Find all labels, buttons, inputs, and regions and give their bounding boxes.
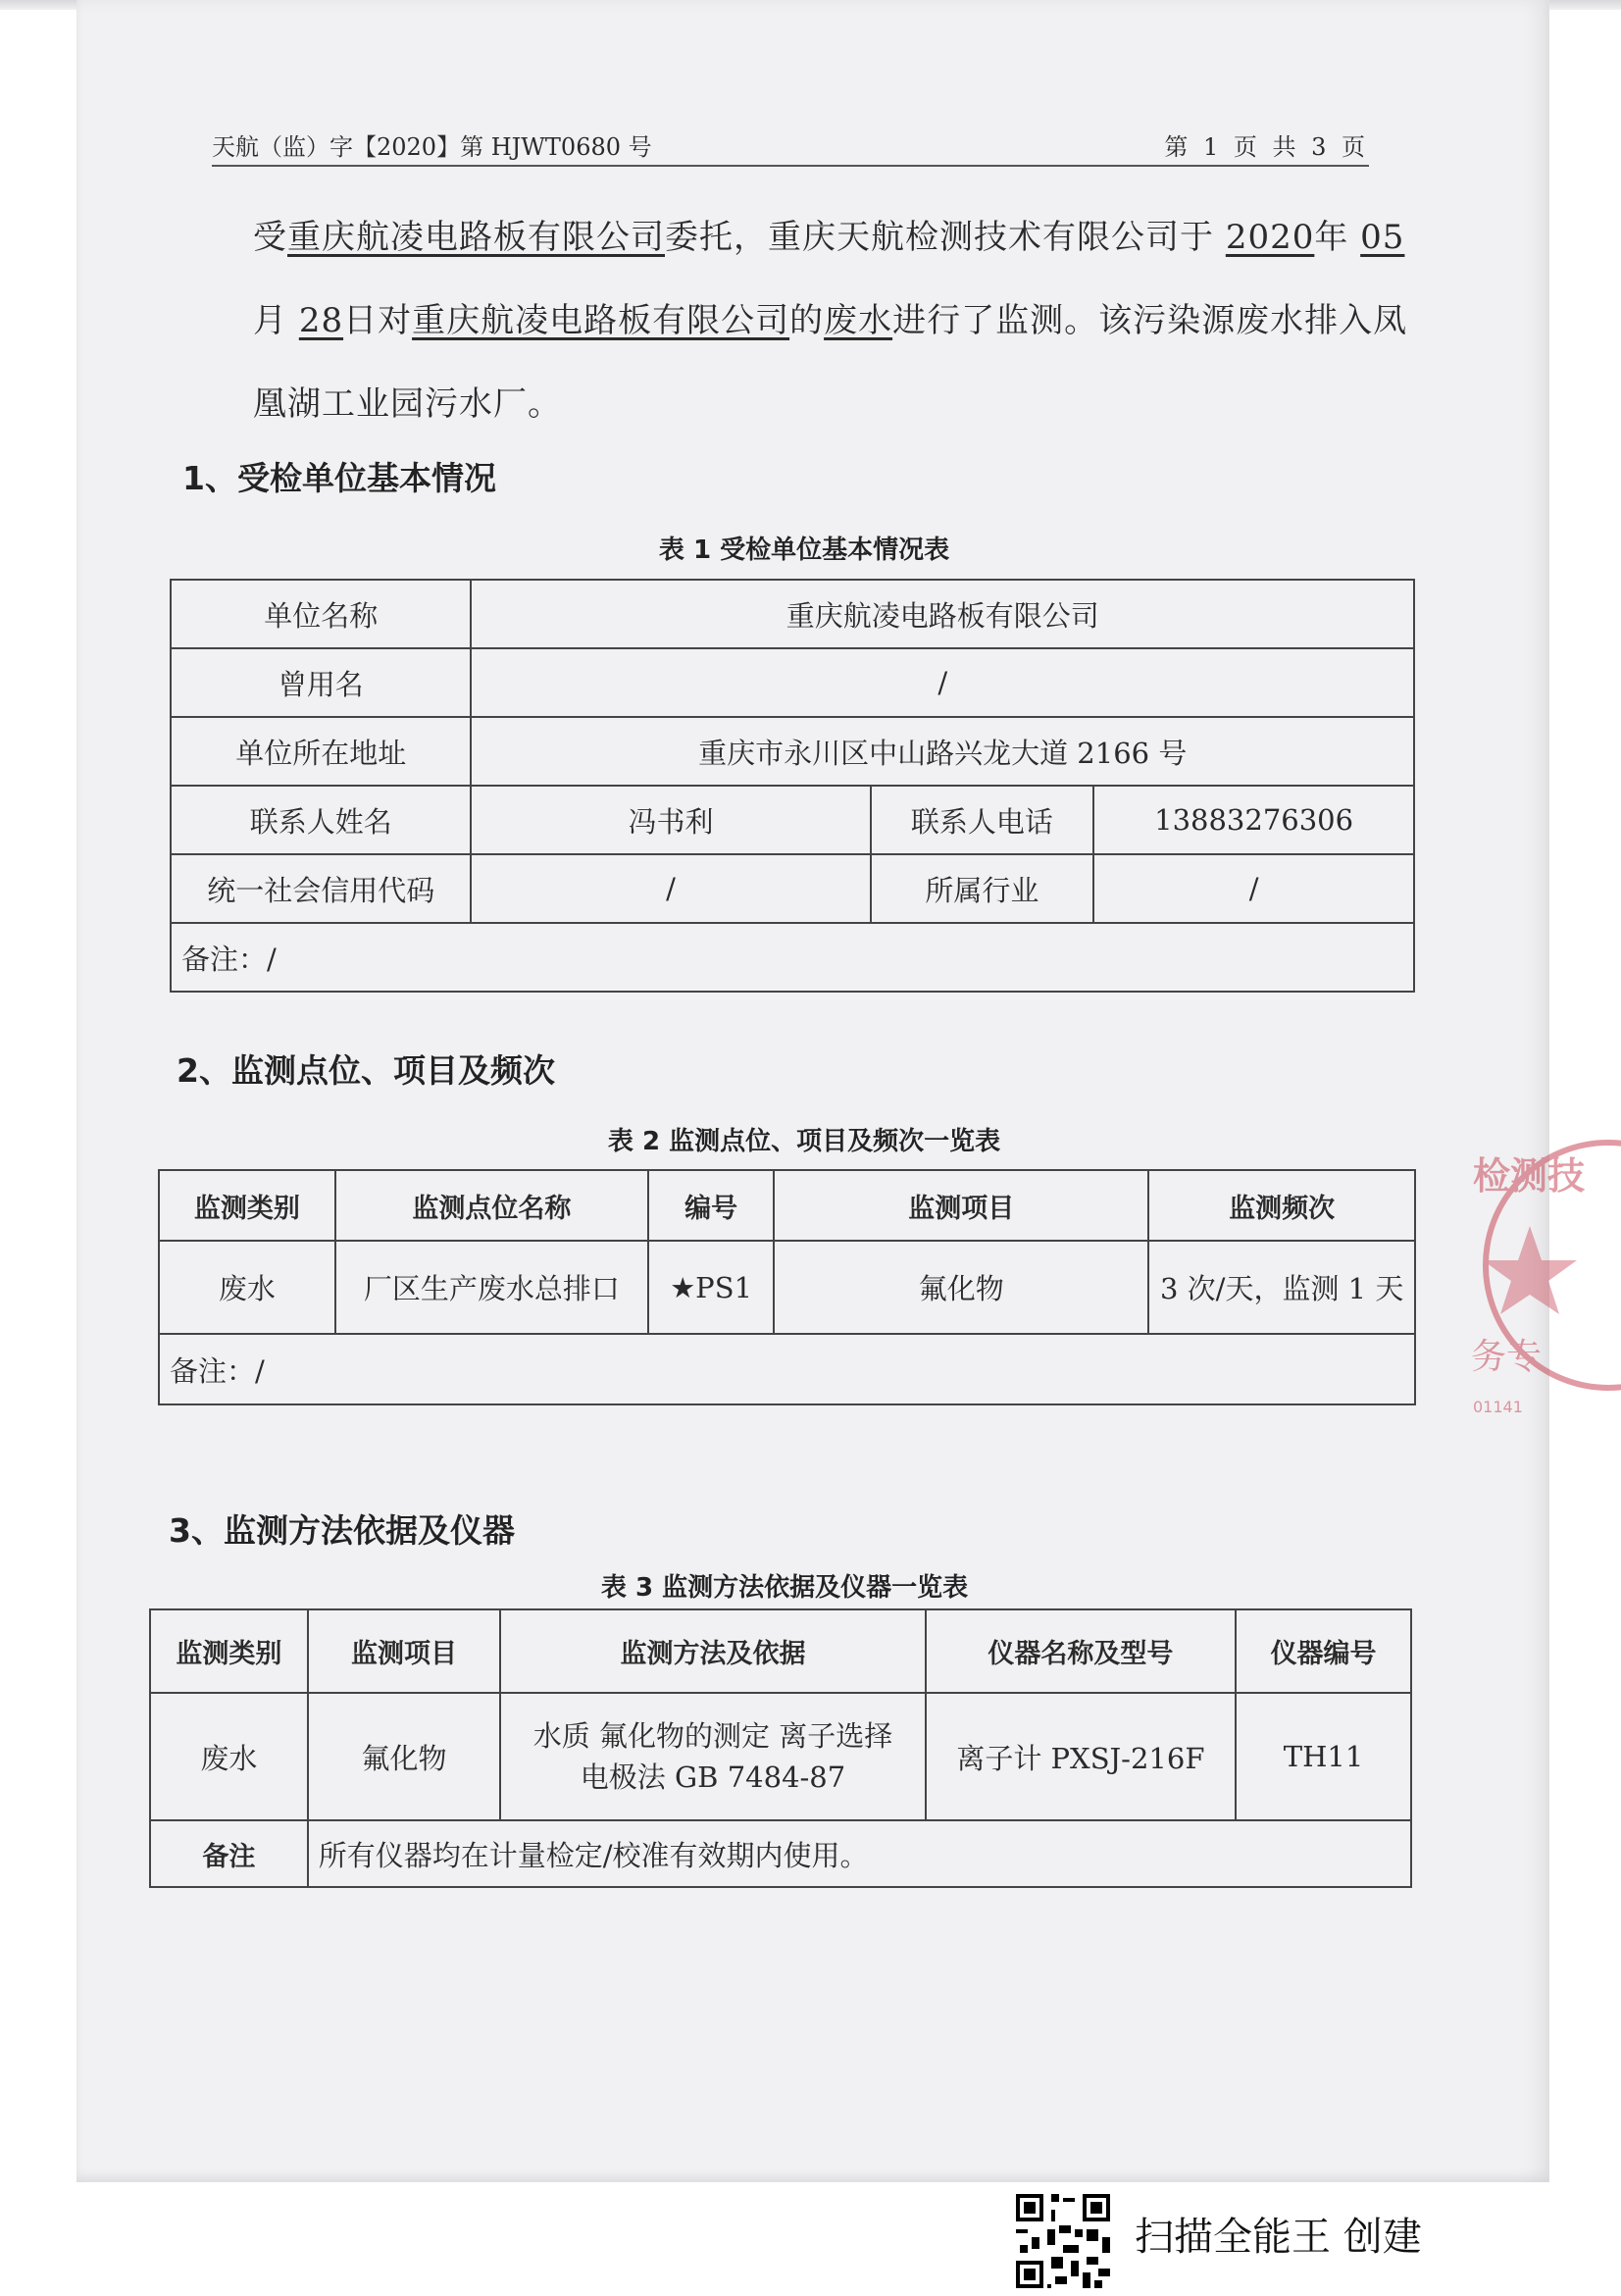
section3-heading: 3、监测方法依据及仪器 [169, 1511, 515, 1550]
value-contact: 冯书利 [471, 786, 870, 854]
label-credit-code: 统一社会信用代码 [171, 854, 471, 923]
section2-heading: 2、监测点位、项目及频次 [177, 1051, 555, 1090]
t3-header-method: 监测方法及依据 [500, 1609, 925, 1693]
label-industry: 所属行业 [871, 854, 1094, 923]
monitor-month: 05 [1360, 218, 1405, 257]
t3-header-instrument: 仪器名称及型号 [926, 1609, 1236, 1693]
label-phone: 联系人电话 [871, 786, 1094, 854]
t3-cell-instrument: 离子计 PXSJ-216F [926, 1693, 1236, 1820]
t3-header-category: 监测类别 [150, 1609, 308, 1693]
monitor-object: 废水 [824, 301, 893, 340]
value-unit-name: 重庆航凌电路板有限公司 [471, 580, 1414, 648]
t2-header-item: 监测项目 [774, 1170, 1148, 1241]
t2-cell-item: 氟化物 [774, 1241, 1148, 1334]
t3-cell-category: 废水 [150, 1693, 308, 1820]
table2-note: 备注：/ [159, 1334, 1415, 1404]
t2-header-point: 监测点位名称 [335, 1170, 648, 1241]
table2-monitoring-points [158, 1169, 1416, 1405]
intro-text: 受重庆航凌电路板有限公司委托，重庆天航检测技术有限公司于 2020年 05月 28日对重庆航凌电路板有限公司的废水进行了监测。该污染源废水排入凤凰湖工业园污水厂。 [253, 218, 1408, 424]
table1-basic-info [170, 579, 1415, 993]
t2-cell-point: 厂区生产废水总排口 [335, 1241, 648, 1334]
label-unit-name: 单位名称 [171, 580, 471, 648]
monitor-year: 2020 [1225, 218, 1315, 257]
table3-methods-instruments [149, 1608, 1412, 1888]
value-industry: / [1093, 854, 1414, 923]
monitor-day: 28 [298, 301, 344, 340]
t2-cell-code: ★PS1 [648, 1241, 774, 1334]
t2-cell-frequency: 3 次/天，监测 1 天 [1148, 1241, 1415, 1334]
t3-cell-method: 水质 氟化物的测定 离子选择电极法 GB 7484-87 [500, 1693, 925, 1820]
value-credit-code: / [471, 854, 870, 923]
table1-note: 备注：/ [171, 923, 1414, 992]
table1-caption: 表 1 受检单位基本情况表 [658, 536, 950, 565]
t3-header-item: 监测项目 [308, 1609, 501, 1693]
svg-text:务专: 务专 [1471, 1337, 1543, 1377]
value-phone: 13883276306 [1093, 786, 1414, 854]
t3-cell-instrument-id: TH11 [1236, 1693, 1411, 1820]
section1-heading: 1、受检单位基本情况 [182, 459, 496, 497]
t2-header-category: 监测类别 [159, 1170, 335, 1241]
page-header [212, 126, 1369, 167]
value-address: 重庆市永川区中山路兴龙大道 2166 号 [471, 717, 1414, 786]
scanner-label: 扫描全能王 创建 [1135, 2215, 1422, 2260]
svg-text:01141: 01141 [1473, 1398, 1523, 1416]
doc-number: 天航（监）字【2020】第 HJWT0680 号 [212, 133, 652, 161]
page-info: 第 1 页 共 3 页 [1164, 133, 1369, 161]
intro-paragraph [182, 196, 1408, 446]
svg-text:检测技: 检测技 [1473, 1154, 1586, 1198]
t2-header-frequency: 监测频次 [1148, 1170, 1415, 1241]
label-former-name: 曾用名 [171, 648, 471, 717]
table2-caption: 表 2 监测点位、项目及频次一览表 [607, 1127, 1001, 1156]
client-name-2: 重庆航凌电路板有限公司 [412, 301, 790, 340]
table3-caption: 表 3 监测方法依据及仪器一览表 [600, 1573, 969, 1603]
t3-cell-item: 氟化物 [308, 1693, 501, 1820]
client-name: 重庆航凌电路板有限公司 [287, 218, 665, 257]
t2-cell-category: 废水 [159, 1241, 335, 1334]
t3-header-instrument-id: 仪器编号 [1236, 1609, 1411, 1693]
label-contact: 联系人姓名 [171, 786, 471, 854]
qr-code-icon [1012, 2190, 1114, 2292]
t3-note-label: 备注 [150, 1820, 308, 1887]
t2-header-code: 编号 [648, 1170, 774, 1241]
official-seal-stamp [1461, 1128, 1621, 1452]
scanner-watermark [1012, 2182, 1600, 2294]
label-address: 单位所在地址 [171, 717, 471, 786]
t3-note-value: 所有仪器均在计量检定/校准有效期内使用。 [308, 1820, 1411, 1887]
value-former-name: / [471, 648, 1414, 717]
